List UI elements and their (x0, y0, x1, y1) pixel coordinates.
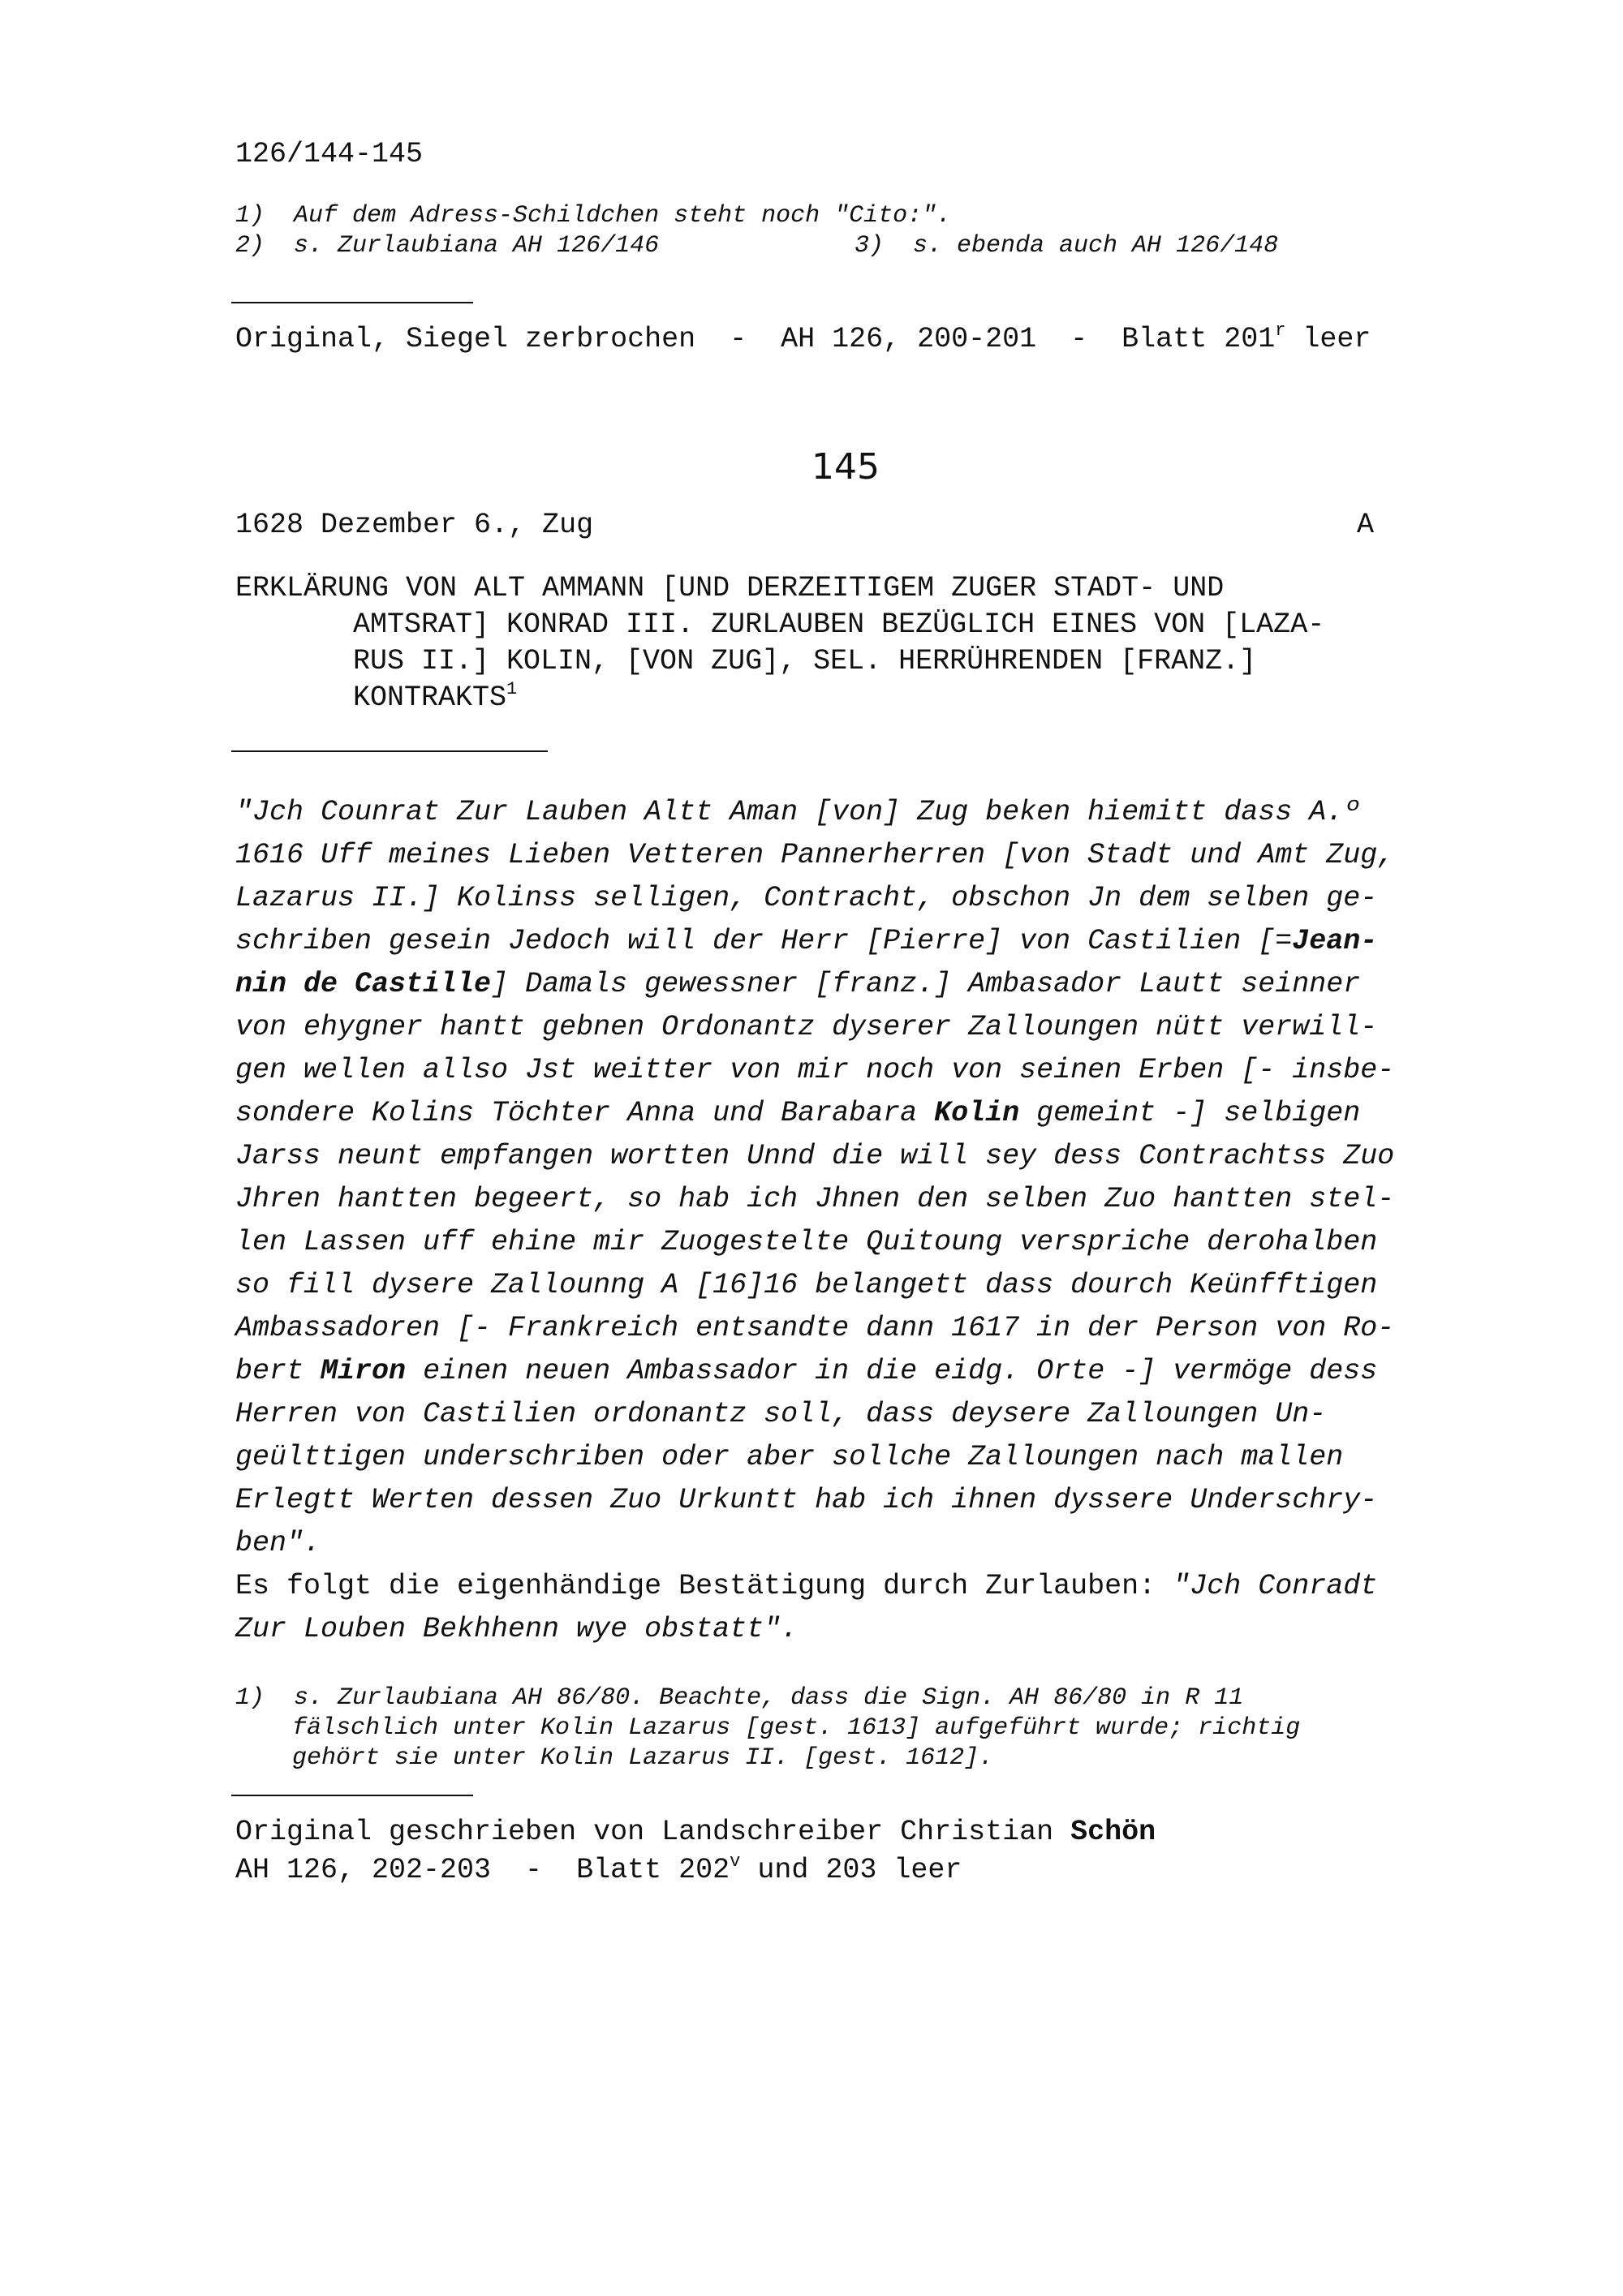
source-line-2-text: Original geschrieben von Landschreiber Christian (235, 1816, 1071, 1848)
body-line: schriben gesein Jedoch will der Herr [Pierre] von Castilien [= (235, 925, 1293, 957)
footnote-1: 1) Auf dem Adress-Schildchen steht noch "Cito:". (235, 202, 952, 230)
body-line: ben". (235, 1527, 321, 1559)
body-line: gemeint -] selbigen (1019, 1097, 1361, 1129)
source-line-2 (235, 1813, 1156, 1890)
title-line-2: AMTSRAT] KONRAD III. ZURLAUBEN BEZÜGLICH EINES VON [LAZA- (353, 608, 1325, 641)
source-line-1-tail: leer (1285, 323, 1371, 355)
body-line: von ehygner hantt gebnen Ordonantz dyserer Zalloungen nütt verwill- (235, 1011, 1378, 1043)
title-footnote-ref: 1 (506, 679, 518, 699)
bottom-footnote-line-3: gehört sie unter Kolin Lazarus II. [gest. 1612]. (292, 1744, 994, 1772)
body-line: Erlegtt Werten dessen Zuo Urkuntt hab ich ihnen dyssere Underschry- (235, 1484, 1378, 1516)
body-line: ] Damals gewessner [franz.] Ambasador Lautt seinner (491, 968, 1361, 1000)
entry-number: 145 (812, 446, 880, 488)
title-line-4: KONTRAKTS (353, 681, 507, 714)
scribe-name-bold: Schön (1070, 1816, 1156, 1848)
body-line: 1616 Uff meines Lieben Vetteren Pannerherren [von Stadt und Amt Zug, (235, 839, 1395, 871)
bottom-footnote-line-2: fälschlich unter Kolin Lazarus [gest. 1613] aufgeführt wurde; richtig (292, 1714, 1301, 1742)
source-line-2-text: und 203 leer (740, 1854, 962, 1886)
body-line: so fill dysere Zallounng A [16]16 belangett dass dourch Keünfftigen (235, 1269, 1378, 1301)
source-line-1-sup: r (1275, 320, 1286, 341)
body-line: sondere Kolins Töchter Anna und Barabara (235, 1097, 935, 1129)
bottom-footnote (235, 1683, 1300, 1774)
source-line-2-text: AH 126, 202-203 - Blatt 202 (235, 1854, 730, 1886)
body-line: Herren von Castilien ordonantz soll, dass deysere Zalloungen Un- (235, 1398, 1327, 1430)
title-divider (231, 750, 548, 752)
source-line-2-sup: v (730, 1851, 741, 1872)
bottom-footnote-line-1: 1) s. Zurlaubiana AH 86/80. Beachte, dass die Sign. AH 86/80 in R 11 (235, 1684, 1244, 1712)
title-line-1: ERKLÄRUNG VON ALT AMMANN [UND DERZEITIGEM ZUGER STADT- UND (235, 572, 1225, 604)
body-line: gen wellen allso Jst weitter von mir noch von seinen Erben [- insbe- (235, 1054, 1395, 1086)
body-line: Jarss neunt empfangen wortten Unnd die will sey dess Contrachtss Zuo (235, 1140, 1395, 1172)
title-line-3: RUS II.] KOLIN, [VON ZUG], SEL. HERRÜHRENDEN [FRANZ.] (353, 645, 1257, 677)
body-line: einen neuen Ambassador in die eidg. Orte -] vermöge dess (406, 1355, 1378, 1387)
body-line: Lazarus II.] Kolinss selligen, Contracht, obschon Jn dem selben ge- (235, 882, 1378, 914)
body-line: geülttigen underschriben oder aber sollche Zalloungen nach mallen (235, 1441, 1344, 1473)
body-name-bold: nin de Castille (235, 968, 492, 1000)
body-quote: Zur Louben Bekhhenn wye obstatt". (235, 1613, 799, 1645)
body-line: bert (235, 1355, 321, 1387)
source-line-1 (235, 320, 1371, 355)
body-line: Ambassadoren [- Frankreich entsandte dann 1617 in der Person von Ro- (235, 1312, 1395, 1344)
body-name-bold: Jean- (1292, 925, 1378, 957)
footnote-2: 2) s. Zurlaubiana AH 126/146 (235, 232, 660, 260)
body-note: Es folgt die eigenhändige Bestätigung durch Zurlauben: (235, 1570, 1173, 1602)
body-line: len Lassen uff ehine mir Zuogestelte Quitoung verspriche derohalben (235, 1226, 1378, 1258)
page-reference: 126/144-145 (235, 138, 424, 170)
entry-date: 1628 Dezember 6., Zug (235, 509, 594, 541)
document-body (235, 791, 1394, 1651)
body-line: "Jch Counrat Zur Lauben Altt Aman [von] Zug beken hiemitt dass A.º (235, 796, 1361, 828)
body-name-bold: Kolin (934, 1097, 1020, 1129)
entry-letter: A (1357, 509, 1375, 541)
footnote-divider-2 (231, 1795, 473, 1796)
entry-title (235, 570, 1324, 716)
source-line-1-text: Original, Siegel zerbrochen - AH 126, 200-201 - Blatt 201 (235, 323, 1276, 355)
body-name-bold: Miron (321, 1355, 407, 1387)
body-quote: "Jch Conradt (1173, 1570, 1378, 1602)
footnote-3: 3) s. ebenda auch AH 126/148 (855, 232, 1279, 260)
footnote-divider (231, 302, 473, 303)
body-line: Jhren hantten begeert, so hab ich Jhnen den selben Zuo hantten stel- (235, 1183, 1395, 1215)
